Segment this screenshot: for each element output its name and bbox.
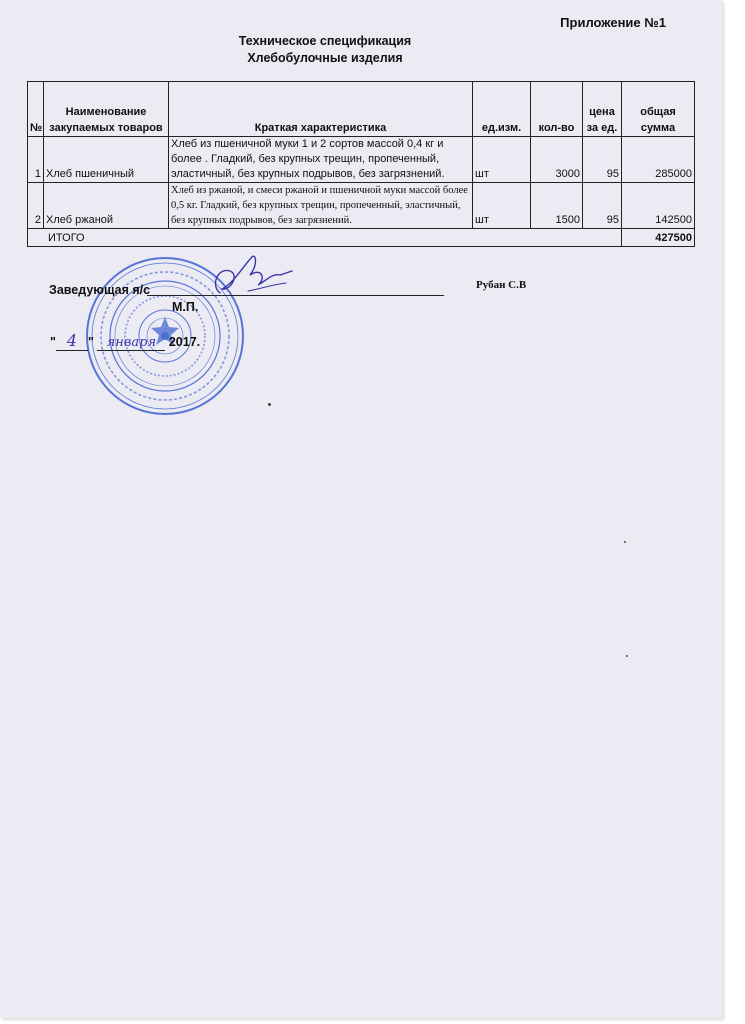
row-name: Хлеб ржаной <box>44 183 169 229</box>
table-header-row <box>28 82 695 137</box>
date-line <box>50 331 200 351</box>
date-month: января <box>97 335 165 351</box>
column-header-price: цена за ед. <box>583 82 622 137</box>
date-day: 4 <box>56 331 88 351</box>
table-row <box>28 137 695 183</box>
row-description: Хлеб из ржаной, и смеси ржаной и пшеничной муки массой более 0,5 кг. Гладкий, без крупных трещин, пропеченный, эластичный, без крупных подрывов, без загрязнений. <box>169 183 473 229</box>
date-quote-close: " <box>87 335 94 349</box>
row-price: 95 <box>583 137 622 183</box>
column-header-description: Краткая характеристика <box>169 82 473 137</box>
row-qty: 1500 <box>531 183 583 229</box>
row-price: 95 <box>583 183 622 229</box>
handwritten-signature <box>200 245 300 305</box>
column-header-num: № <box>28 82 44 137</box>
row-qty: 3000 <box>531 137 583 183</box>
paper-speck <box>624 541 626 543</box>
row-name: Хлеб пшеничный <box>44 137 169 183</box>
total-value: 427500 <box>622 229 695 247</box>
total-label: ИТОГО <box>28 229 622 247</box>
date-year: 2017. <box>168 335 201 349</box>
row-description: Хлеб из пшеничной муки 1 и 2 сортов массой 0,4 кг и более . Гладкий, без крупных трещин, пропеченный, эластичный, без крупных подрывов, без загрязнений. <box>169 137 473 183</box>
table-row <box>28 183 695 229</box>
row-num: 2 <box>28 183 44 229</box>
paper-speck <box>268 403 271 406</box>
column-header-name: Наименование закупаемых товаров <box>44 82 169 137</box>
column-header-total: общая сумма <box>622 82 695 137</box>
row-unit: шт <box>473 137 531 183</box>
row-total: 142500 <box>622 183 695 229</box>
date-quote-open: " <box>50 335 56 349</box>
row-total: 285000 <box>622 137 695 183</box>
signer-name: Рубан С.В <box>476 279 527 291</box>
row-num: 1 <box>28 137 44 183</box>
document-title-block <box>0 33 650 67</box>
total-row <box>28 229 695 247</box>
paper-speck <box>626 655 628 657</box>
stamp-place-label: М.П. <box>172 300 199 314</box>
column-header-qty: кол-во <box>531 82 583 137</box>
column-header-unit: ед.изм. <box>473 82 531 137</box>
document-subtitle: Хлебобулочные изделия <box>247 51 403 65</box>
document-title: Техническое спецификация <box>238 34 412 48</box>
specification-table <box>27 81 695 247</box>
row-unit: шт <box>473 183 531 229</box>
appendix-label: Приложение №1 <box>560 15 666 30</box>
position-label: Заведующая я/с <box>49 283 151 297</box>
